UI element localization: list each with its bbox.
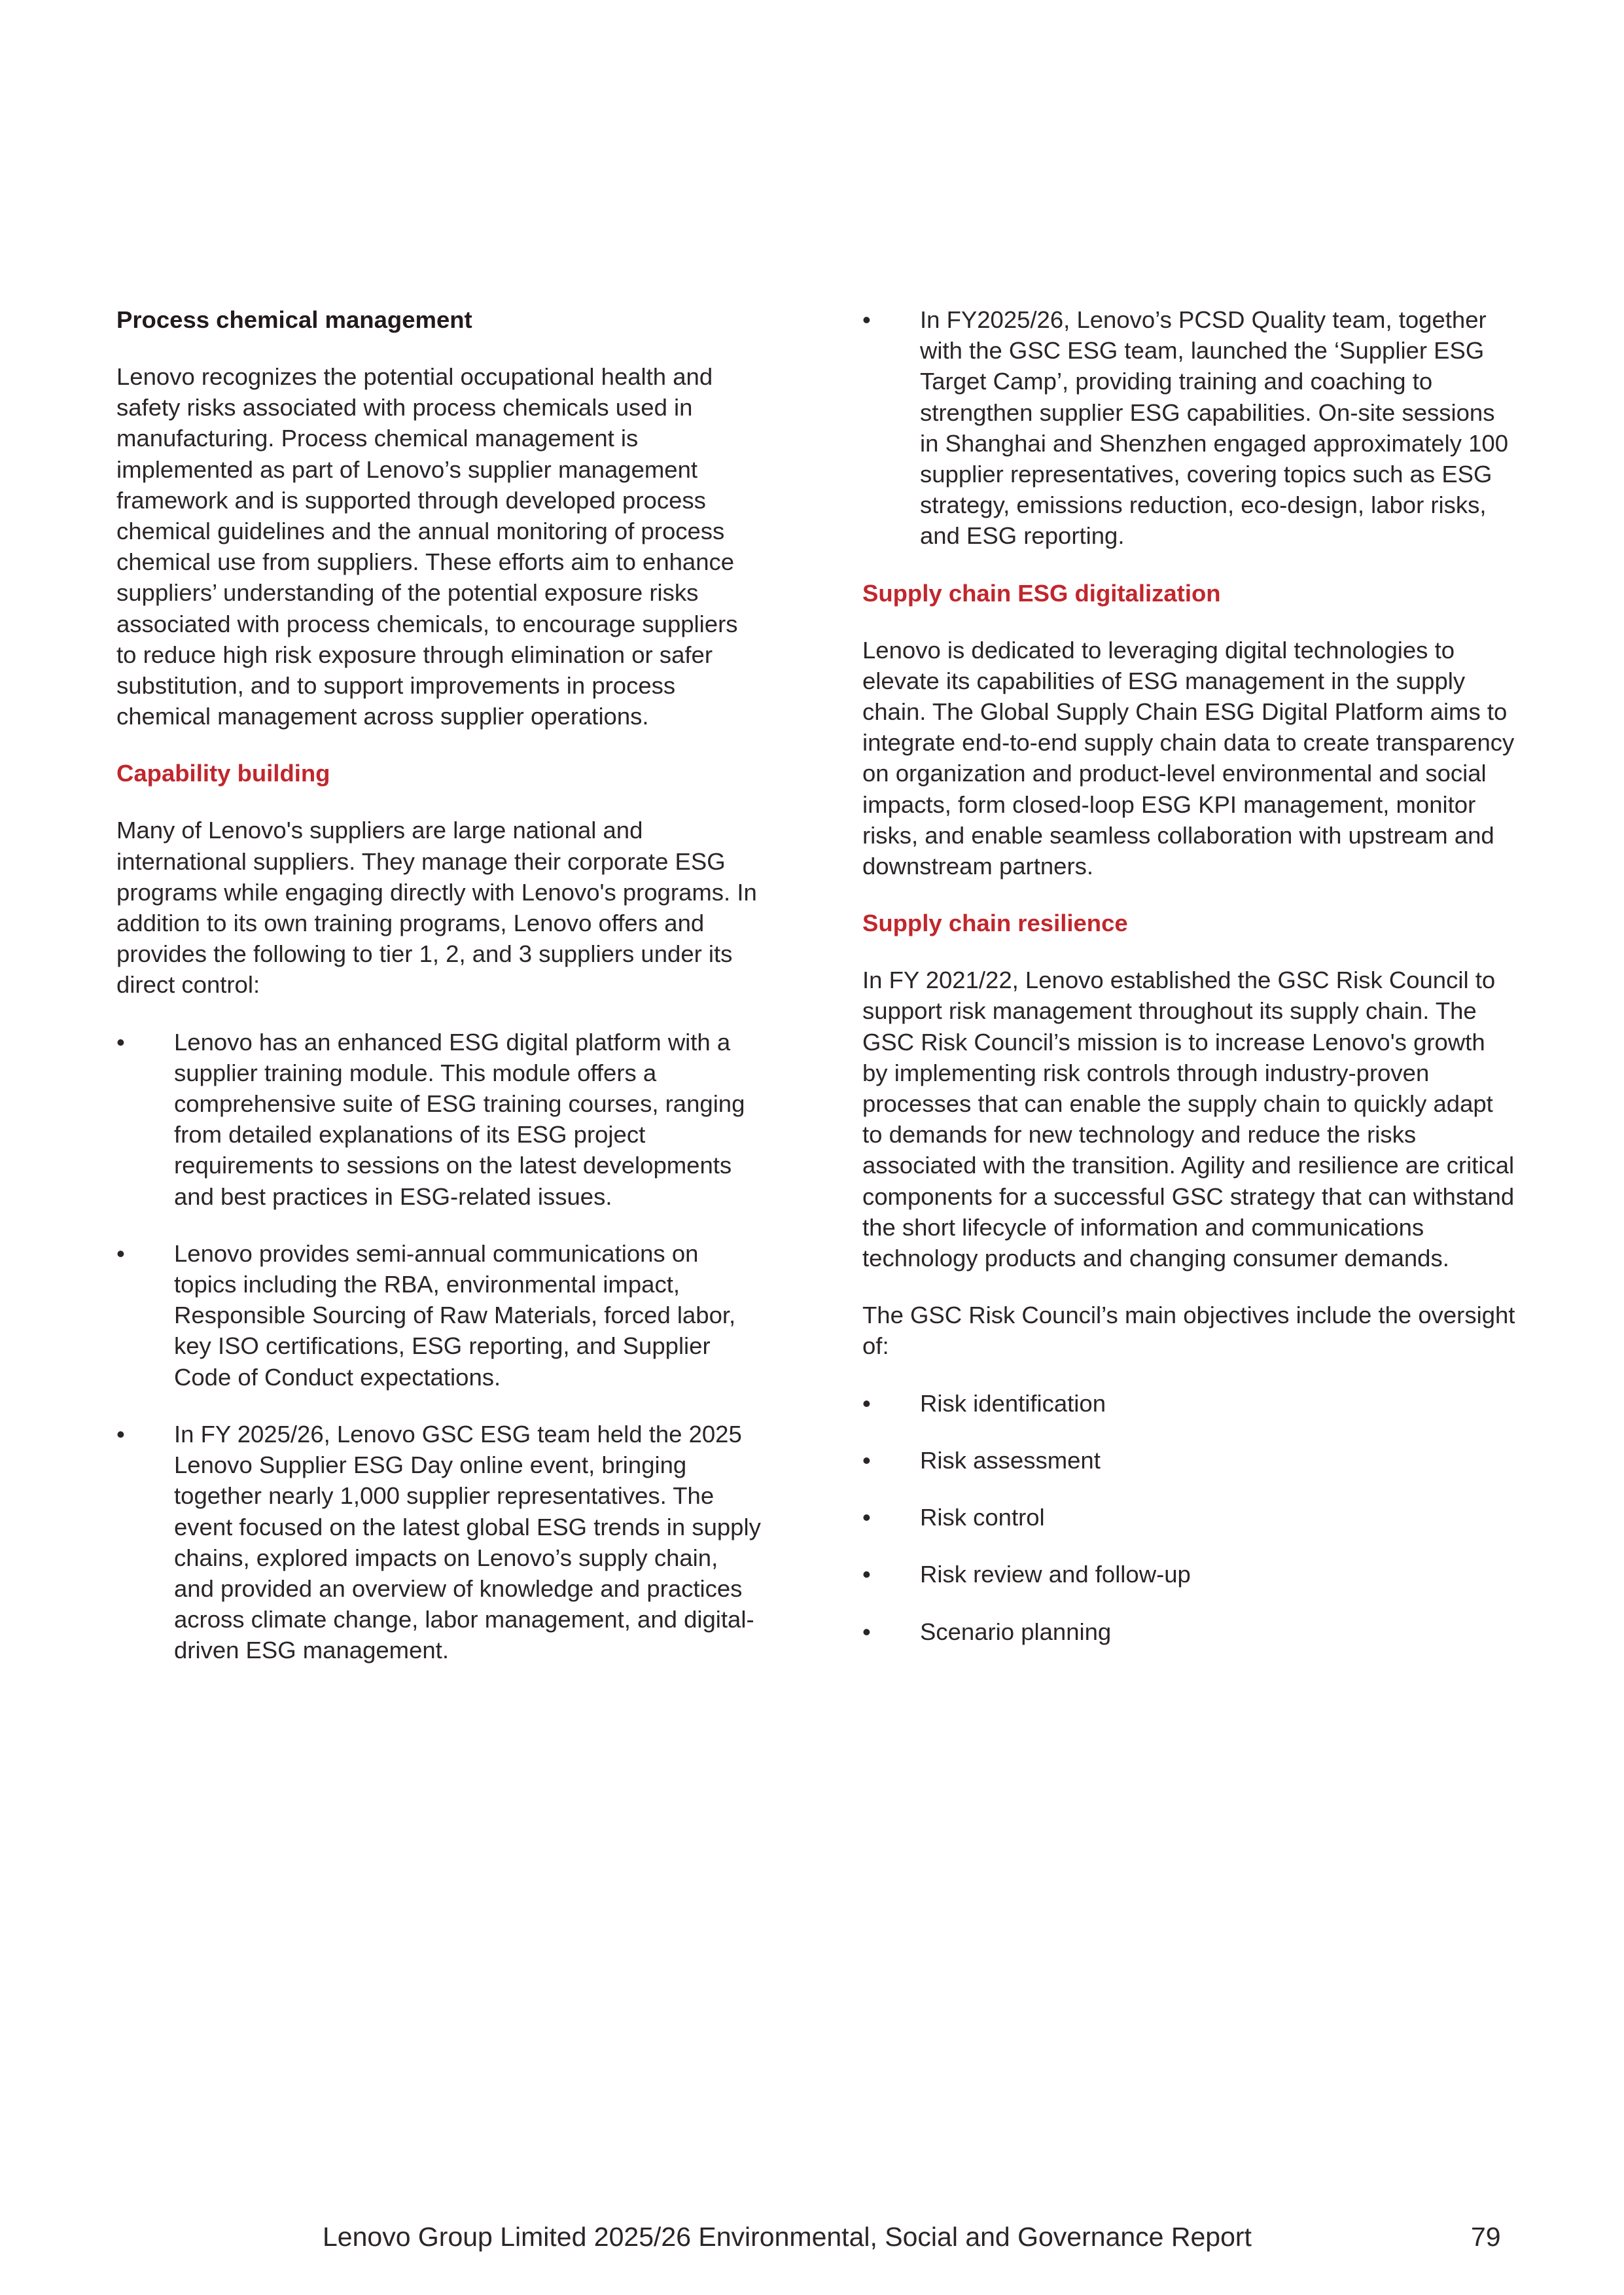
list-item [862, 1388, 1517, 1419]
left-column [116, 304, 764, 1692]
list-item [116, 1419, 764, 1666]
bullet-icon: • [862, 306, 871, 333]
list-item [862, 304, 1517, 552]
list-item [862, 1616, 1517, 1647]
bullet-icon: • [862, 1561, 871, 1588]
page-number: 79 [1471, 2222, 1501, 2252]
bullet-icon: • [862, 1618, 871, 1645]
bullet-icon: • [862, 1389, 871, 1417]
objectives-bullet-list [862, 1388, 1517, 1647]
list-item [862, 1559, 1517, 1590]
list-item-text: Lenovo has an enhanced ESG digital platform with a supplier training module. This module offers a comprehensive suite of ESG training courses, ranging from detailed explanations of its ESG project requirements to sessions on the latest developments and best practices in ESG-related issues. [174, 1028, 745, 1210]
paragraph-digitalization: Lenovo is dedicated to leveraging digital technologies to elevate its capabilities of ESG management in the supply chain. The Global Supply Chain ESG Digital Platform aims to integrate end-to-end supply chain data to create transparency on organization and product-level environmental and social impacts, form closed-loop ESG KPI management, monitor risks, and enable seamless collaboration with upstream and downstream partners. [862, 636, 1515, 880]
bullet-icon: • [116, 1028, 125, 1056]
heading-supply-chain-esg-digitalization: Supply chain ESG digitalization [862, 579, 1221, 607]
list-item-text: Risk identification [920, 1389, 1106, 1417]
list-item-text: Lenovo provides semi-annual communications on topics including the RBA, environmental impact, Responsible Sourcing of Raw Materials, forced labor, key ISO certifications, ESG reporting, and Supplier Code of Conduct expectations. [174, 1239, 736, 1391]
list-item-text: Risk control [920, 1504, 1045, 1531]
bullet-icon: • [862, 1446, 871, 1474]
paragraph-process-chemical: Lenovo recognizes the potential occupational health and safety risks associated with process chemicals used in manufacturing. Process chemical management is implemented as part of Lenovo’s supplier management framework and is supported through developed process chemical guidelines and the annual monitoring of process chemical use from suppliers. These efforts aim to enhance suppliers’ understanding of the potential exposure risks associated with process chemicals, to encourage suppliers to reduce high risk exposure through elimination or safer substitution, and to support improvements in process chemical management across supplier operations. [116, 363, 738, 730]
capability-bullet-list [116, 1027, 764, 1666]
list-item [116, 1027, 764, 1212]
page-footer [323, 2222, 1501, 2252]
list-item-text: In FY2025/26, Lenovo’s PCSD Quality team, together with the GSC ESG team, launched the ‘Supplier ESG Target Camp’, providing training and coaching to strengthen supplier ESG capabilities. On-site sessions in Shanghai and Shenzhen engaged approximately 100 supplier representatives, covering topics such as ESG strategy, emissions reduction, eco-design, labor risks, and ESG reporting. [920, 306, 1509, 550]
heading-supply-chain-resilience: Supply chain resilience [862, 910, 1128, 937]
list-item-text: Risk review and follow-up [920, 1561, 1191, 1588]
heading-process-chemical-management: Process chemical management [116, 306, 472, 333]
right-column [862, 304, 1517, 1673]
list-item-text: In FY 2025/26, Lenovo GSC ESG team held the 2025 Lenovo Supplier ESG Day online event, bringing together nearly 1,000 supplier representatives. The event focused on the latest global ESG trends in supply chains, explored impacts on Lenovo’s supply chain, and provided an overview of knowledge and practices across climate change, labor management, and digital-driven ESG management. [174, 1420, 761, 1664]
paragraph-capability-building: Many of Lenovo's suppliers are large national and international suppliers. They manage their corporate ESG programs while engaging directly with Lenovo's programs. In addition to its own training programs, Lenovo offers and provides the following to tier 1, 2, and 3 suppliers under its direct control: [116, 817, 757, 999]
bullet-icon: • [862, 1504, 871, 1531]
list-item [862, 1502, 1517, 1533]
list-item [862, 1445, 1517, 1476]
paragraph-objectives-intro: The GSC Risk Council’s main objectives include the oversight of: [862, 1302, 1515, 1360]
bullet-icon: • [116, 1420, 125, 1448]
list-item-text: Scenario planning [920, 1618, 1112, 1645]
bullet-icon: • [116, 1239, 125, 1267]
footer-report-title: Lenovo Group Limited 2025/26 Environmental, Social and Governance Report [323, 2222, 1252, 2252]
heading-capability-building: Capability building [116, 760, 330, 787]
list-item-text: Risk assessment [920, 1446, 1101, 1474]
paragraph-resilience: In FY 2021/22, Lenovo established the GSC Risk Council to support risk management throughout its supply chain. The GSC Risk Council’s mission is to increase Lenovo's growth by implementing risk controls through industry-proven processes that can enable the supply chain to quickly adapt to demands for new technology and reduce the risks associated with the transition. Agility and resilience are critical components for a successful GSC strategy that can withstand the short lifecycle of information and communications technology products and changing consumer demands. [862, 967, 1515, 1272]
target-camp-bullet-list [862, 304, 1517, 552]
list-item [116, 1238, 764, 1393]
